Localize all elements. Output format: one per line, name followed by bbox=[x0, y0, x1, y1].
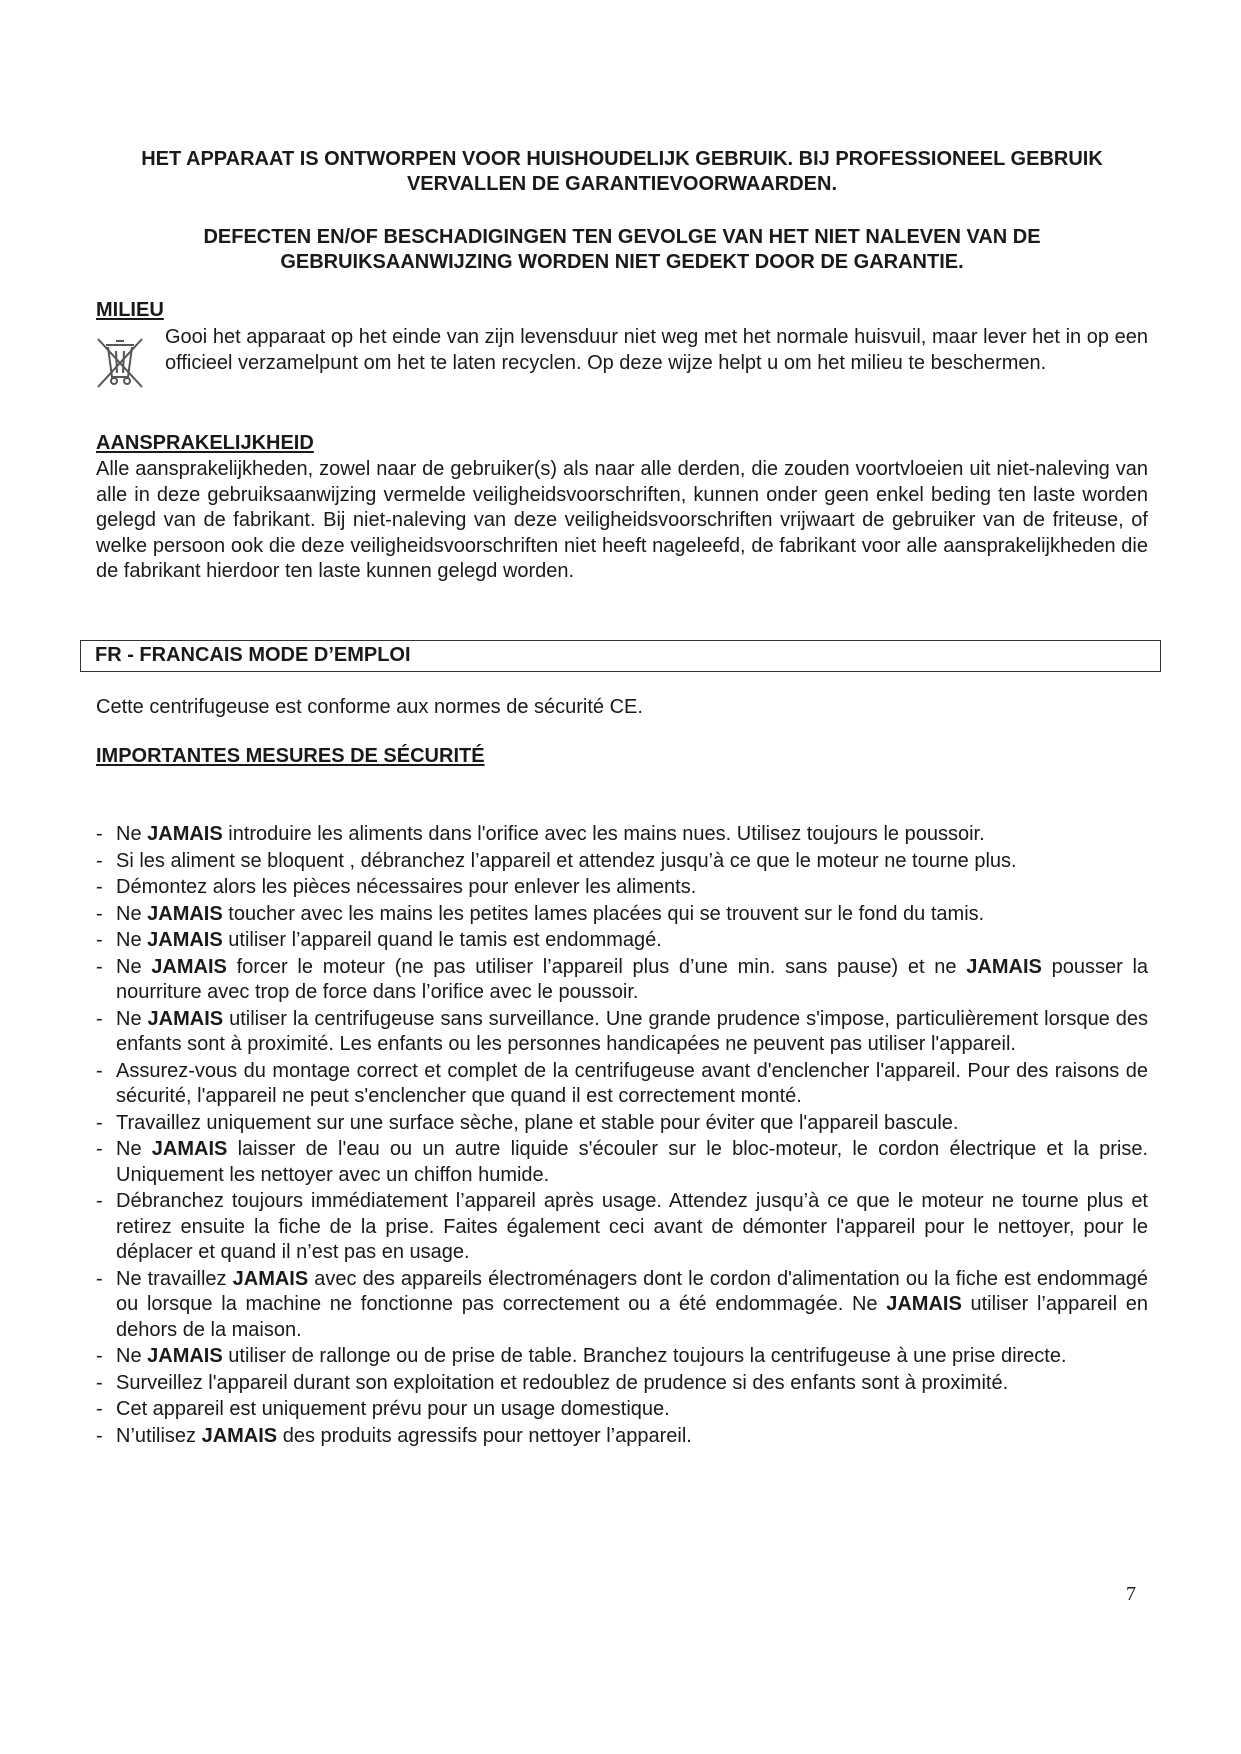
list-item: - Ne JAMAIS laisser de l'eau ou un autre liquide s'écouler sur le bloc-moteur, le cordon électrique et la prise. Uniquement les nettoyer avec un chiffon humide. bbox=[96, 1138, 1149, 1186]
liability-heading: AANSPRAKELIJKHEID bbox=[96, 432, 314, 454]
page-number: 7 bbox=[1126, 1583, 1136, 1605]
warranty-notice-professional: HET APPARAAT IS ONTWORPEN VOOR HUISHOUDELIJK GEBRUIK. BIJ PROFESSIONEEL GEBRUIK VERVALLEN DE GARANTIEVOORWAARDEN. bbox=[141, 148, 1103, 195]
list-item: - Cet appareil est uniquement prévu pour un usage domestique. bbox=[96, 1398, 670, 1420]
list-item: - Ne JAMAIS utiliser la centrifugeuse sans surveillance. Une grande prudence s'impose, particulièrement lorsque des enfants sont à proximité. Les enfants ou les personnes handicapées ne peuvent pas utiliser l'appareil. bbox=[96, 1007, 1148, 1055]
milieu-text: Gooi het apparaat op het einde van zijn levensduur niet weg met het normale huisvuil, maar lever het in op een officieel verzamelpunt om het te laten recyclen. Op deze wijze helpt u om het milieu te beschermen. bbox=[165, 326, 1148, 374]
list-item: - Surveillez l'appareil durant son exploitation et redoublez de prudence si des enfants sont à proximité. bbox=[96, 1371, 1009, 1394]
list-item: - Démontez alors les pièces nécessaires pour enlever les aliments. bbox=[96, 876, 697, 898]
liability-text: Alle aansprakelijkheden, zowel naar de gebruiker(s) als naar alle derden, die zouden voortvloeien uit niet-naleving van alle in deze gebruiksaanwijzing vermelde veiligheidsvoorschriften, kunnen onder geen enkel beding ten laste worden gelegd van de fabrikant. Bij niet-naleving van deze veiligheidsvoorschriften vrijwaart de gebruiker van de friteuse, of welke persoon ook die deze veiligheidsvoorschriften niet heeft nageleefd, de fabrikant voor alle aansprakelijkheden die de fabrikant hierdoor ten laste kunnen gelegd worden. bbox=[96, 458, 1148, 582]
list-item: - Ne travaillez JAMAIS avec des appareils électroménagers dont le cordon d'alimentation ou la fiche est endommagé ou lorsque la machine ne fonctionne pas correctement ou a été endommagée. Ne JAMAIS utiliser l’appareil en dehors de la maison. bbox=[96, 1267, 1149, 1341]
list-item: - Assurez-vous du montage correct et complet de la centrifugeuse avant d'enclencher l'appareil. Pour des raisons de sécurité, l'appareil ne peut s'enclencher que quand il est correctement monté. bbox=[96, 1059, 1148, 1107]
french-section-title: FR - FRANCAIS MODE D’EMPLOI bbox=[80, 640, 1161, 672]
safety-list bbox=[96, 822, 1148, 1450]
list-item: - Ne JAMAIS forcer le moteur (ne pas utiliser l’appareil plus d’une min. sans pause) et ne JAMAIS pousser la nourriture avec trop de force dans l’orifice avec le poussoir. bbox=[96, 955, 1149, 1003]
safety-heading: IMPORTANTES MESURES DE SÉCURITÉ bbox=[96, 745, 485, 767]
french-intro: Cette centrifugeuse est conforme aux normes de sécurité CE. bbox=[96, 696, 643, 718]
list-item: - Ne JAMAIS toucher avec les mains les petites lames placées qui se trouvent sur le fond du tamis. bbox=[96, 902, 985, 925]
list-item: - N’utilisez JAMAIS des produits agressifs pour nettoyer l’appareil. bbox=[96, 1424, 692, 1447]
list-item: - Si les aliment se bloquent , débranchez l’appareil et attendez jusqu’à ce que le moteur ne tourne plus. bbox=[96, 849, 1017, 872]
list-item: - Travaillez uniquement sur une surface sèche, plane et stable pour éviter que l'appareil bascule. bbox=[96, 1111, 959, 1134]
milieu-heading: MILIEU bbox=[96, 299, 164, 321]
list-item: - Ne JAMAIS utiliser l’appareil quand le tamis est endommagé. bbox=[96, 929, 662, 951]
list-item: - Ne JAMAIS utiliser de rallonge ou de prise de table. Branchez toujours la centrifugeuse à une prise directe. bbox=[96, 1345, 1067, 1367]
crossed-out-wheelie-bin-icon bbox=[94, 333, 146, 391]
list-item: - Débranchez toujours immédiatement l’appareil après usage. Attendez jusqu’à ce que le moteur ne tourne plus et retirez ensuite la fiche de la prise. Faites également ceci avant de démonter l'appareil pour le nettoyer, pour le déplacer et quand il n’est pas en usage. bbox=[96, 1190, 1148, 1263]
list-item: - Ne JAMAIS introduire les aliments dans l'orifice avec les mains nues. Utilisez toujours le poussoir. bbox=[96, 823, 985, 845]
warranty-notice-defects: DEFECTEN EN/OF BESCHADIGINGEN TEN GEVOLGE VAN HET NIET NALEVEN VAN DE GEBRUIKSAANWIJZING WORDEN NIET GEDEKT DOOR DE GARANTIE. bbox=[203, 226, 1041, 273]
